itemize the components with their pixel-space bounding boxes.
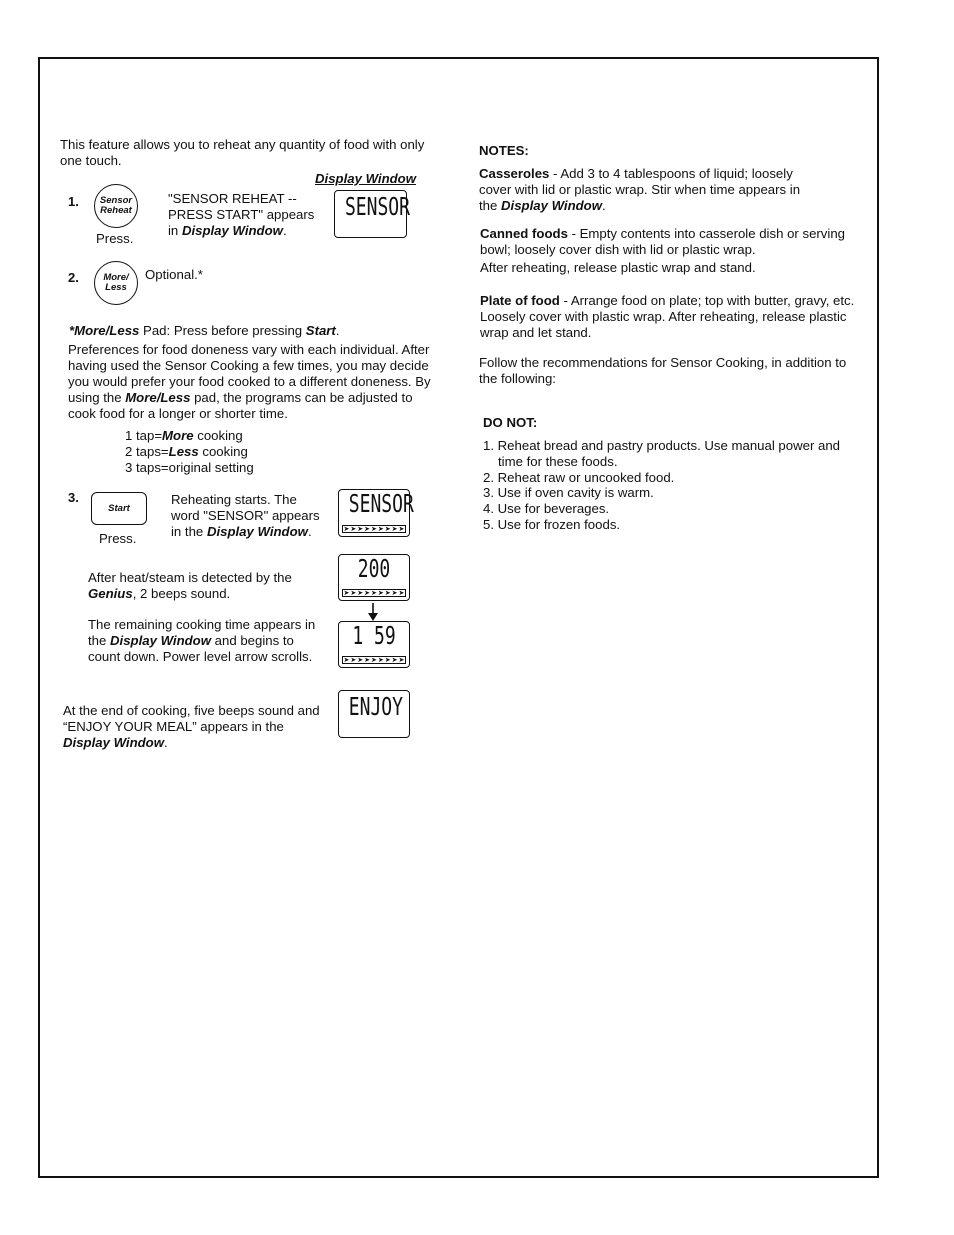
lcd-sensor-step3 [338,489,414,537]
sensor-reheat-button[interactable] [94,184,138,228]
donot-heading: DO NOT: [483,415,538,430]
note-casseroles: Casseroles - Add 3 to 4 tablespoons of liquid; loosely cover with lid or plastic wrap. Stir when time appears in the Display Window. [479,166,801,213]
more-less-label-1: More/ [103,272,129,283]
end-text: At the end of cooking, five beeps sound and “ENJOY YOUR MEAL” appears in the Display Window. [63,703,320,750]
follow-text: Follow the recommendations for Sensor Cooking, in addition to the following: [479,355,847,386]
list-item: 1. Reheat bread and pastry products. Use manual power and time for these foods. [483,438,841,469]
step1-text: "SENSOR REHEAT -- PRESS START" appears in Display Window. [168,191,315,238]
more-less-label-2: Less [105,282,127,293]
lcd-enjoy [338,690,410,738]
power-level-arrows: ➤ ➤ ➤ ➤ ➤ ➤ ➤ ➤ ➤ [343,589,405,597]
list-item: 5. Use for frozen foods. [483,516,621,532]
step1-number: 1. [68,194,79,209]
more-less-pad-line: *More/Less Pad: Press before pressing Start. [69,323,340,338]
sensor-reheat-label-2: Reheat [100,205,132,216]
tap-2: 2 taps=Less cooking [125,444,248,459]
lcd-200-text: 200 [357,554,391,583]
sensor-reheat-label-1: Sensor [99,195,133,206]
step2-text: Optional.* [145,267,203,282]
note-canned: Canned foods - Empty contents into casserole dish or serving bowl; loosely cover dish with lid or plastic wrap. [480,226,845,257]
more-less-button[interactable] [94,261,138,305]
lcd-200 [338,554,410,601]
donot-list [483,438,848,533]
lcd-sensor-step1 [334,190,410,238]
note-plate: Plate of food - Arrange food on plate; top with butter, gravy, etc. Loosely cover with plastic wrap. After reheating, release plastic wrap and let stand. [480,293,855,340]
step1-press: Press. [96,231,134,246]
power-level-arrows: ➤ ➤ ➤ ➤ ➤ ➤ ➤ ➤ ➤ [343,656,405,664]
notes-heading: NOTES: [479,143,529,158]
list-item: 3. Use if oven cavity is warm. [483,485,654,501]
list-item: 4. Use for beverages. [483,501,610,517]
lcd-sensor-step1-text: SENSOR [344,192,410,221]
step3-text: Reheating starts. The word "SENSOR" appears in the Display Window. [171,492,320,539]
display-window-heading: Display Window [315,171,416,186]
step3-press: Press. [99,531,137,546]
intro-text: This feature allows you to reheat any quantity of food with only one touch. [60,137,425,168]
tap-3: 3 taps=original setting [125,460,254,475]
step2-number: 2. [68,270,79,285]
down-arrow-icon [367,603,379,621]
start-button-label: Start [108,503,130,514]
heat-detect-text: After heat/steam is detected by the Genius, 2 beeps sound. [88,570,292,601]
countdown-text: The remaining cooking time appears in the Display Window and begins to count down. Power level arrow scrolls. [88,617,316,664]
power-level-arrows: ➤ ➤ ➤ ➤ ➤ ➤ ➤ ➤ ➤ [343,525,405,533]
more-less-paragraph: Preferences for food doneness vary with each individual. After having used the Sensor Cooking a few times, you may decide you would prefer your food cooked to a different doneness. By using the More/Less pad, the programs can be adjusted to cook food for a longer or shorter time. [68,342,431,421]
lcd-159-text: 1 59 [352,621,396,650]
lcd-159 [338,621,410,668]
start-button[interactable] [91,492,147,525]
tap-1: 1 tap=More cooking [125,428,243,443]
lcd-sensor-step3-text: SENSOR [348,489,414,518]
list-item: 2. Reheat raw or uncooked food. [483,469,675,485]
note-canned-after: After reheating, release plastic wrap and stand. [480,260,756,275]
lcd-enjoy-text: ENJOY [348,692,403,721]
step3-number: 3. [68,490,79,505]
